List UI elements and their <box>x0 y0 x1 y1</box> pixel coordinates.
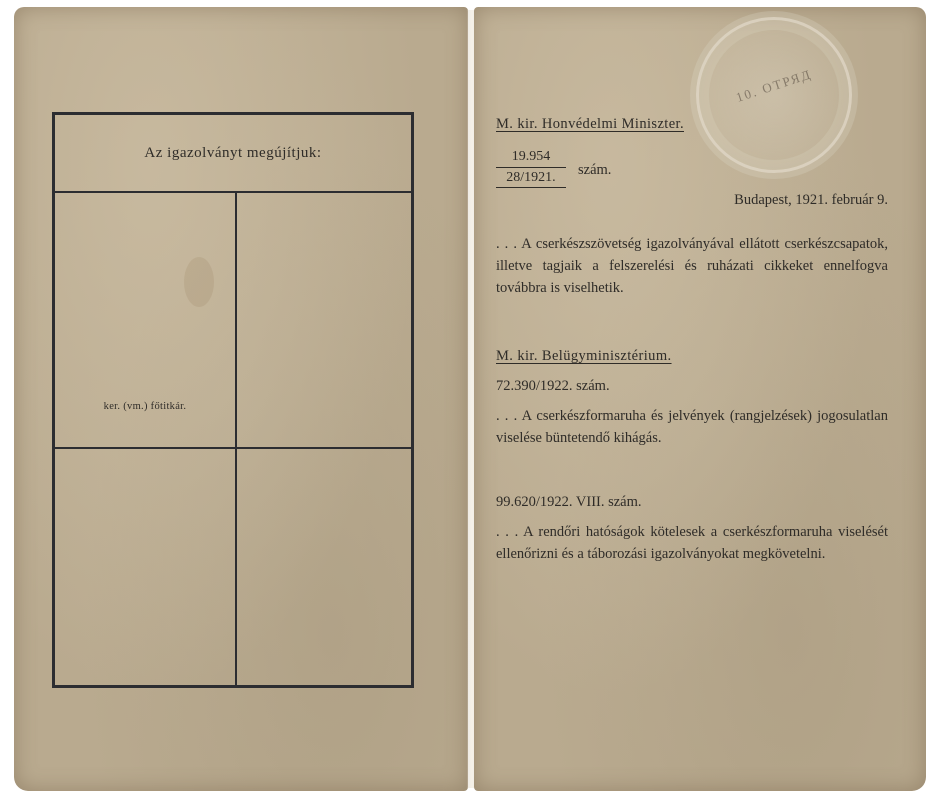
decree-number-police: 99.620/1922. VIII. szám. <box>496 494 642 510</box>
decree-text-defense: . . . A cserkészszövetség igazolványával ellátott cserkészcsapatok, illetve tagjaik a felszerelési és ruházati cikkeket ennelfogva továbbra is viselhetik. <box>496 236 888 296</box>
renewal-title: Az igazolványt megújítjuk: <box>55 115 411 193</box>
renewal-cell-2 <box>237 191 411 447</box>
place-date: Budapest, 1921. február 9. <box>734 192 888 208</box>
decree-number-top: 19.954 <box>496 149 566 168</box>
decree-text-interior: . . . A cserkészformaruha és jelvények (rangjelzések) jogosulatlan viselése büntetendő kihágás. <box>496 408 888 446</box>
renewal-cell-4 <box>237 449 411 685</box>
signature-label: ker. (vm.) főtitkár. <box>103 401 187 412</box>
decree-number-suffix: szám. <box>578 162 612 178</box>
decree-number-fraction <box>496 149 566 188</box>
left-page <box>14 7 468 791</box>
decree-number-interior: 72.390/1922. szám. <box>496 378 610 394</box>
right-page <box>474 7 926 791</box>
embossed-stamp <box>696 17 852 173</box>
renewal-cell-3 <box>55 449 235 685</box>
ministry-heading-defense: M. kir. Honvédelmi Miniszter. <box>496 116 684 132</box>
decree-number-bottom: 28/1921. <box>496 168 566 188</box>
decree-text-police: . . . A rendőri hatóságok kötelesek a cserkészformaruha viselését ellenőrizni és a táborozási igazolványokat megkövetelni. <box>496 524 888 562</box>
renewal-cell-1 <box>55 191 235 447</box>
ministry-heading-interior: M. kir. Belügyminisztérium. <box>496 348 672 364</box>
renewal-table <box>52 112 414 688</box>
stamp-text: 10. ОТРЯД <box>734 66 814 105</box>
